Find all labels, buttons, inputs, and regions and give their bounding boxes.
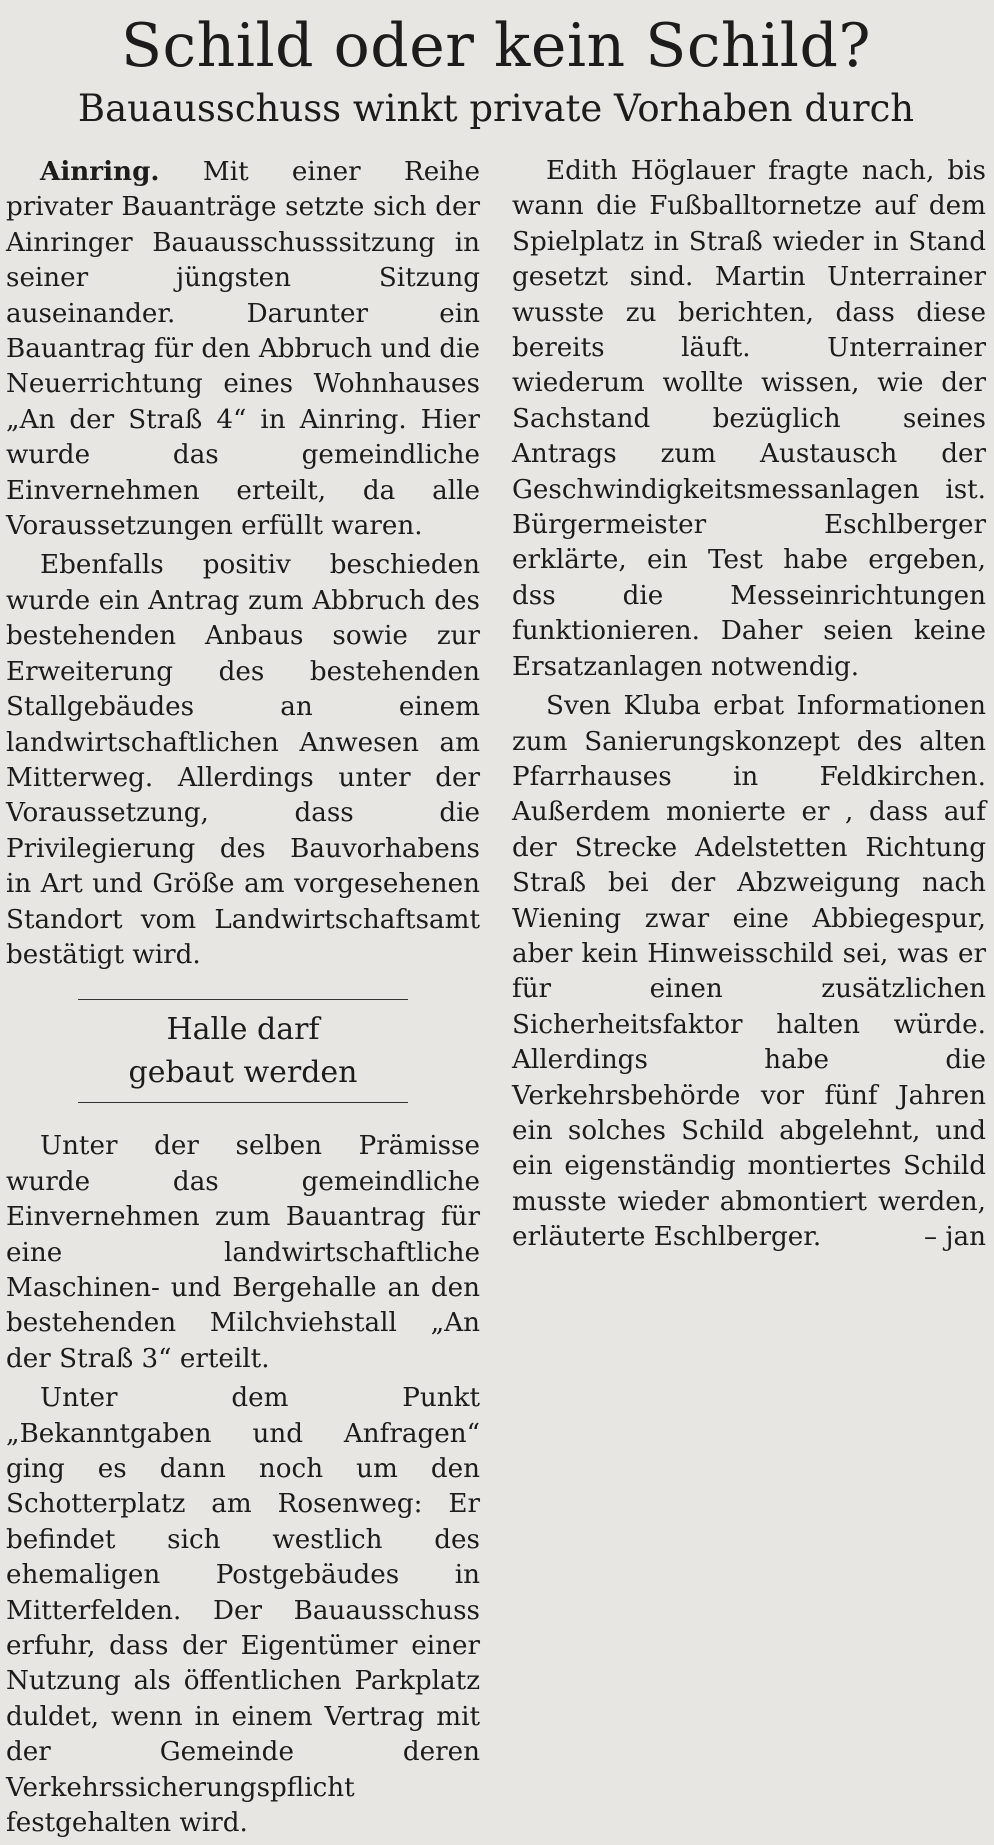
paragraph [512, 689, 986, 1256]
paragraph-text: Sven Kluba erbat Informationen zum Sanierungskonzept des alten Pfarrhauses in Feldkirchen. Außerdem monierte er , dass auf der Strecke Adelstetten Richtung Straß bei der Abzweigung nach Wiening zwar eine Abbiegespur, aber kein Hinweisschild sei, was er für einen zusätzlichen Sicherheitsfaktor halten würde. Allerdings habe die Verkehrsbehörde vor fünf Jahren ein solches Schild abgelehnt, und ein eigenständig montiertes Schild musste wieder abmontiert werden, erläuterte Eschlberger. [512, 691, 986, 1253]
dateline: Ainring. [40, 156, 160, 187]
headline: Schild oder kein Schild? [120, 11, 872, 81]
paragraph-text: Mit einer Reihe privater Bauanträge setzte sich der Ainringer Bauausschusssitzung in seiner jüngsten Sitzung auseinander. Darunter ein Bauantrag für den Abbruch und die Neuerrichtung eines Wohnhauses „An der Straß 4“ in Ainring. Hier wurde das gemeindliche Einvernehmen erteilt, da alle Voraussetzungen erfüllt waren. [6, 157, 480, 542]
author-signature: – jan [923, 1222, 986, 1253]
column-left [6, 154, 480, 1845]
subheading-block [6, 999, 480, 1103]
subheading-line: gebaut werden [128, 1055, 358, 1091]
paragraph: Unter der selben Prämisse wurde das gemeindliche Einvernehmen zum Bauantrag für eine landwirtschaftliche Maschinen- und Bergehalle an den bestehenden Milchviehstall „An der Straß 3“ erteilt. [6, 1131, 480, 1374]
paragraph: Edith Höglauer fragte nach, bis wann die Fußballtornetze auf dem Spielplatz in Straß wieder in Stand gesetzt sind. Martin Unterrainer wusste zu berichten, dass diese bereits läuft. Unterrainer wiederum wollte wissen, wie der Sachstand bezüglich seines Antrags zum Austausch der Geschwindigkeitsmessanlagen ist. Bürgermeister Eschlberger erklärte, ein Test habe ergeben, dss die Messeinrichtungen funktionieren. Daher seien keine Ersatzanlagen notwendig. [512, 156, 986, 682]
divider [78, 999, 408, 1000]
paragraph: Unter dem Punkt „Bekanntgaben und Anfragen“ ging es dann noch um den Schotterplatz am Rosenweg: Er befindet sich westlich des ehemaligen Postgebäudes in Mitterfelden. Der Bauausschuss erfuhr, dass der Eigentümer einer Nutzung als öffentlichen Parkplatz duldet, wenn in einem Vertrag mit der Gemeinde deren Verkehrssicherungspflicht festgehalten wird. [6, 1383, 480, 1839]
subheadline: Bauausschuss winkt private Vorhaben durch [77, 87, 915, 130]
subheading [6, 1008, 480, 1094]
paragraph: Ebenfalls positiv beschieden wurde ein Antrag zum Abbruch des bestehenden Anbaus sowie zur Erweiterung des bestehenden Stallgebäudes an einem landwirtschaftlichen Anwesen am Mitterweg. Allerdings unter der Voraussetzung, dass die Privilegierung des Bauvorhabens in Art und Größe am vorgesehenen Standort vom Landwirtschaftsamt bestätigt wird. [6, 550, 480, 970]
subheading-line: Halle darf [166, 1012, 320, 1048]
divider [78, 1102, 408, 1103]
paragraph [6, 154, 480, 544]
column-right [512, 154, 986, 1845]
article-body [6, 154, 986, 1845]
